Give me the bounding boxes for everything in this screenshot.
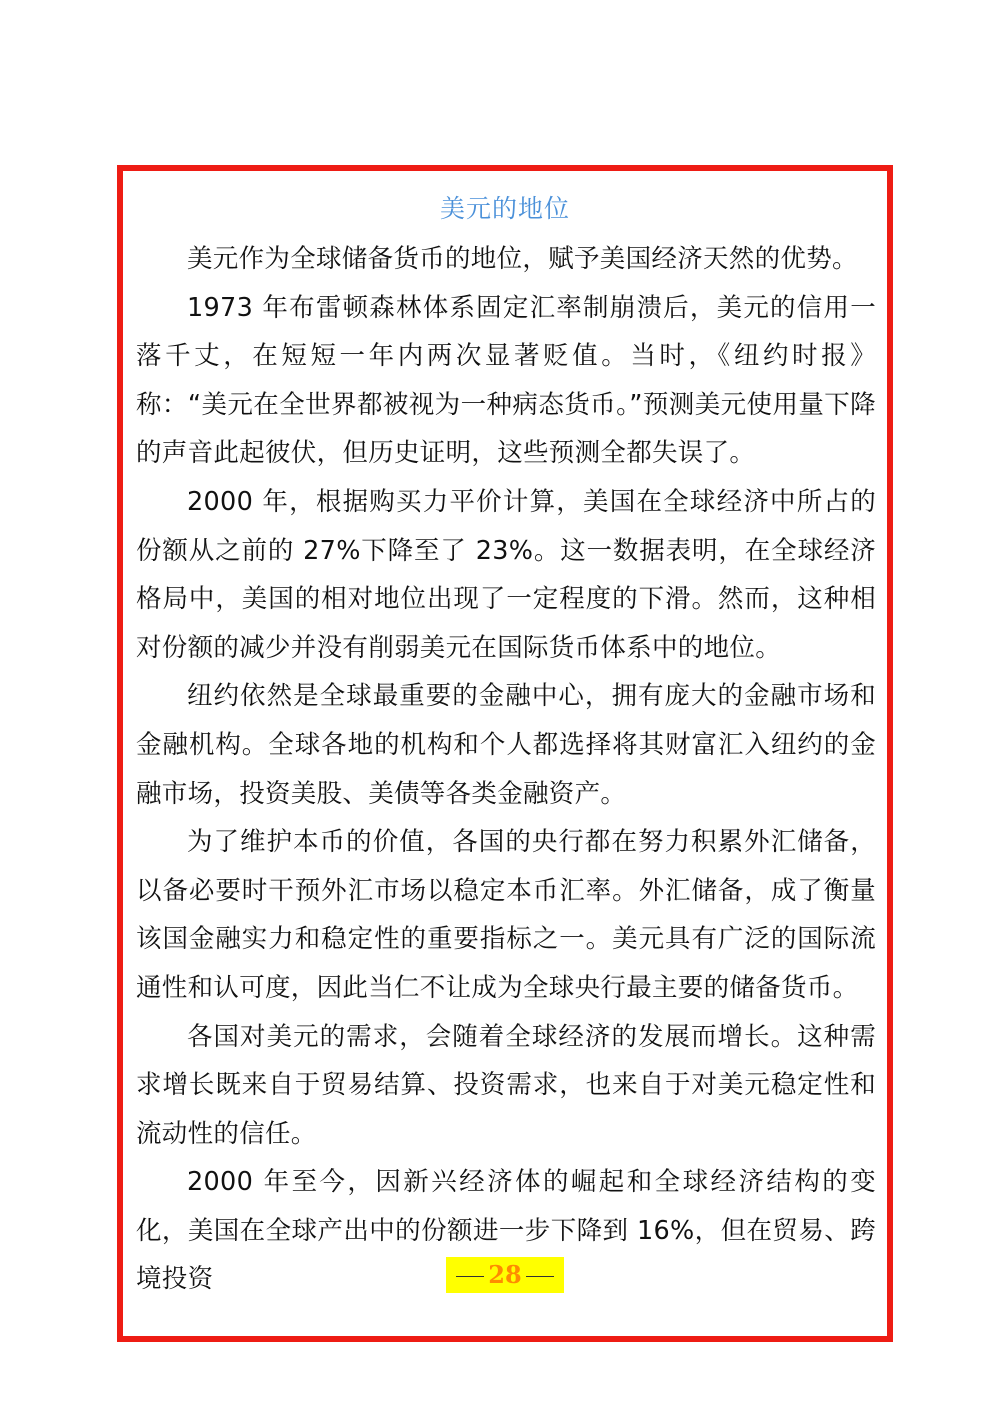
paragraph: 各国对美元的需求，会随着全球经济的发展而增长。这种需求增长既来自于贸易结算、投资需求，也来自于对美元稳定性和流动性的信任。: [136, 1021, 876, 1149]
page-number-footer: [123, 1257, 887, 1293]
paragraph: 2000 年至今，因新兴经济体的崛起和全球经济结构的变化，美国在全球产出中的份额进一步下降到 16%，但在贸易、跨境投资: [136, 1167, 876, 1295]
page-frame: [117, 165, 893, 1342]
dash-right: [526, 1276, 554, 1277]
paragraph: 美元作为全球储备货币的地位，赋予美国经济天然的优势。: [187, 244, 858, 274]
paragraph: 1973 年布雷顿森林体系固定汇率制崩溃后，美元的信用一落千丈，在短短一年内两次显著贬值。当时，《纽约时报》称：“美元在全世界都被视为一种病态货币。”预测美元使用量下降的声音此起彼伏，但历史证明，这些预测全都失误了。: [136, 292, 876, 469]
paragraph: 2000 年，根据购买力平价计算，美国在全球经济中所占的份额从之前的 27%下降至了 23%。这一数据表明，在全球经济格局中，美国的相对地位出现了一定程度的下滑。然而，这种相对份额的减少并没有削弱美元在国际货币体系中的地位。: [136, 486, 876, 663]
paragraph: 纽约依然是全球最重要的金融中心，拥有庞大的金融市场和金融机构。全球各地的机构和个人都选择将其财富汇入纽约的金融市场，投资美股、美债等各类金融资产。: [136, 681, 876, 809]
page-number-badge: [446, 1257, 563, 1293]
dash-left: [456, 1276, 484, 1277]
page-number: 28: [488, 1260, 522, 1289]
article-body: [136, 235, 876, 1304]
page-title: 美元的地位: [439, 194, 570, 223]
paragraph: 为了维护本币的价值，各国的央行都在努力积累外汇储备，以备必要时干预外汇市场以稳定本币汇率。外汇储备，成了衡量该国金融实力和稳定性的重要指标之一。美元具有广泛的国际流通性和认可度，因此当仁不让成为全球央行最主要的储备货币。: [136, 827, 876, 1003]
